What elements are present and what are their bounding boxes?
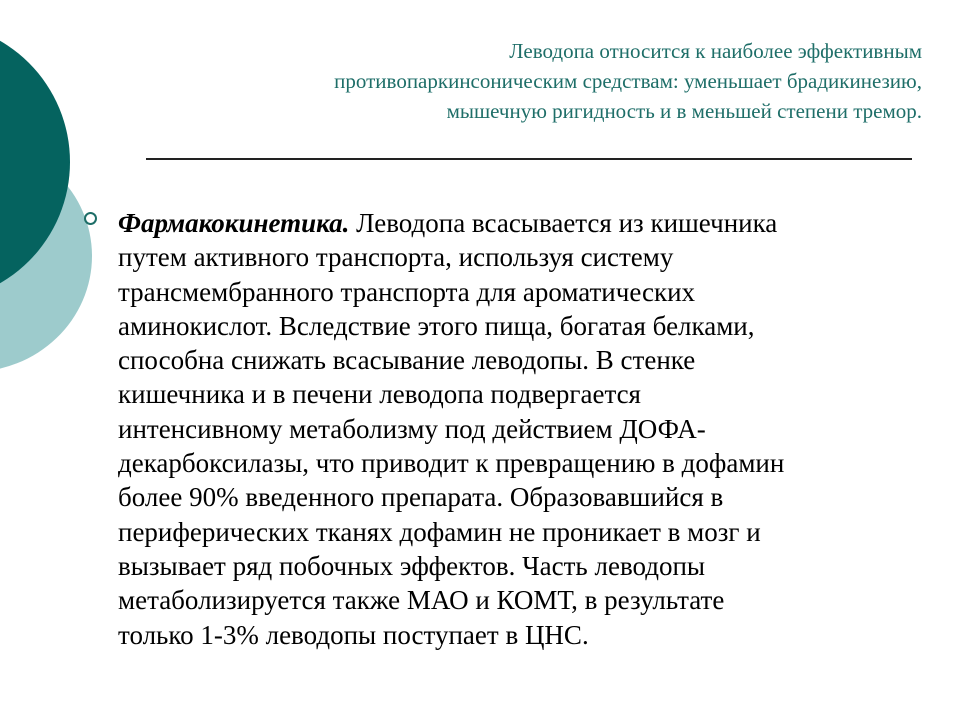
body-line: периферических тканях дофамин не проникает в мозг и — [118, 516, 761, 547]
body-paragraph — [118, 206, 918, 652]
title-line: Леводопа относится к наиболее эффективным — [509, 39, 922, 63]
body-line: только 1-3% леводопы поступает в ЦНС. — [118, 619, 589, 650]
body-line: декарбоксилазы, что приводит к превращению в дофамин — [118, 448, 785, 479]
body-line: способна снижать всасывание леводопы. В стенке — [118, 345, 696, 376]
body-line: вызывает ряд побочных эффектов. Часть леводопы — [118, 550, 706, 581]
body-line: интенсивному метаболизму под действием ДОФА- — [118, 413, 706, 444]
body-line: кишечника и в печени леводопа подвергается — [118, 379, 641, 410]
body-line: трансмембранного транспорта для ароматических — [118, 276, 696, 307]
title-divider — [146, 158, 912, 160]
body-line: аминокислот. Вследствие этого пища, богатая белками, — [118, 310, 755, 341]
body-line: Фармакокинетика. Леводопа всасывается из кишечника — [118, 208, 778, 238]
body-line: метаболизируется также МАО и КОМТ, в результате — [118, 585, 725, 616]
section-lead: Фармакокинетика. — [118, 208, 350, 238]
hollow-circle-bullet-icon — [84, 212, 97, 225]
slide-title — [162, 36, 922, 126]
title-line: противопаркинсоническим средствам: уменьшает брадикинезию, — [334, 69, 922, 93]
body-line: путем активного транспорта, используя систему — [118, 242, 674, 273]
body-line: более 90% введенного препарата. Образовавшийся в — [118, 482, 724, 513]
title-line: мышечную ригидность и в меньшей степени тремор. — [446, 99, 922, 123]
